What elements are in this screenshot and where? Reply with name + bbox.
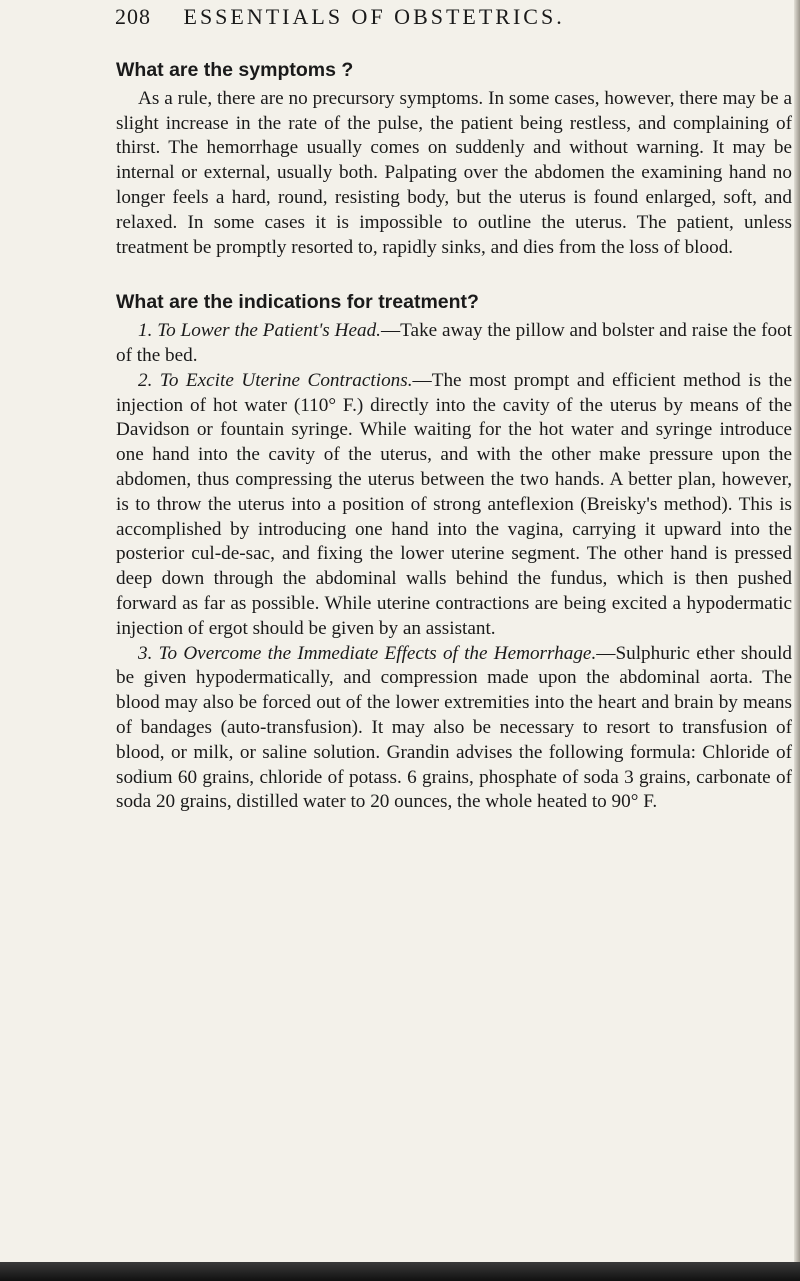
- paragraph-treatment-2: [116, 369, 792, 642]
- page-edge-shadow: [794, 0, 800, 1281]
- page-content: [116, 58, 792, 815]
- question-heading-treatment: What are the indications for treatment?: [116, 291, 479, 314]
- running-title: ESSENTIALS OF OBSTETRICS.: [183, 4, 565, 29]
- paragraph-text: —Sulphuric ether should be given hypodermatically, and compression made upon the abdominal aorta. The blood may also be forced out of the lower extremities into the heart and brain by means of bandages (auto-transfusion). It may also be necessary to resort to transfusion of blood, or milk, or saline solution. Grandin advises the following formula: Chloride of sodium 60 grains, chloride of potass. 6 grains, phosphate of soda 3 grains, carbonate of soda 20 grains, distilled water to 20 ounces, the whole heated to 90° F.: [116, 642, 792, 813]
- paragraph-treatment-3: [116, 642, 792, 816]
- paragraph-symptoms: [116, 87, 792, 261]
- running-head: [115, 4, 795, 30]
- page-number: 208: [115, 4, 151, 29]
- question-heading-symptoms: What are the symptoms ?: [116, 59, 354, 81]
- paragraph-text: —The most prompt and efficient method is the injection of hot water (110° F.) directly into the cavity of the uterus by means of the Davidson or fountain syringe. While waiting for the hot water and syringe introduce one hand into the cavity of the uterus, and with the other make pressure upon the abdomen, thus compressing the uterus between the two hands. A better plan, however, is to throw the uterus into a position of strong anteflexion (Breisky's method). This is accomplished by introducing one hand into the vagina, carrying it upward into the posterior cul-de-sac, and fixing the lower uterine segment. The other hand is pressed deep down through the abdominal walls behind the fundus, which is then pushed forward as far as possible. While uterine contractions are being excited a hypodermatic injection of ergot should be given by an assistant.: [116, 369, 792, 639]
- bottom-scan-border: [0, 1262, 800, 1281]
- paragraph-lead: 3. To Overcome the Immediate Effects of the Hemorrhage.: [138, 642, 597, 664]
- paragraph-treatment-1: [116, 319, 792, 369]
- paragraph-text: —Take away the pillow and bolster and raise the foot of the bed.: [116, 320, 792, 366]
- paragraph-lead: 1. To Lower the Patient's Head.: [138, 320, 381, 342]
- paragraph-text: As a rule, there are no precursory symptoms. In some cases, however, there may be a slight increase in the rate of the pulse, the patient being restless, and complaining of thirst. The hemorrhage usually comes on suddenly and without warning. It may be internal or external, usually both. Palpating over the abdomen the examining hand no longer feels a hard, round, resisting body, but the uterus is found enlarged, soft, and relaxed. In some cases it is impossible to outline the uterus. The patient, unless treatment be promptly resorted to, rapidly sinks, and dies from the loss of blood.: [116, 87, 792, 258]
- paragraph-lead: 2. To Excite Uterine Contractions.: [138, 369, 413, 391]
